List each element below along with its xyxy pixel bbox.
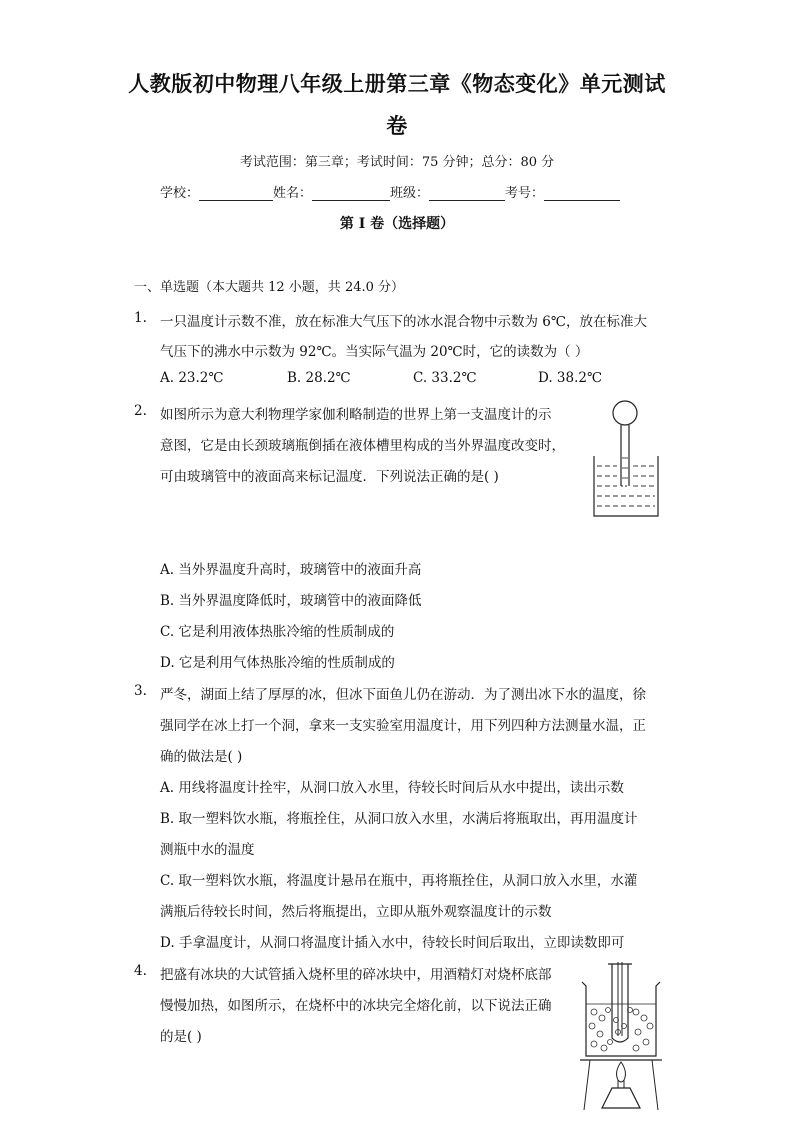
option-b: B. 当外界温度降低时，玻璃管中的液面降低 [160, 593, 422, 609]
question-text-line: 确的做法是( ) [160, 749, 243, 765]
option-c: C. 33.2℃ [413, 370, 477, 386]
option-b: B. 28.2℃ [287, 370, 351, 386]
class-blank [429, 186, 505, 201]
option-b-continued: 测瓶中水的温度 [160, 842, 255, 858]
option-d: D. 手拿温度计，从洞口将温度计插入水中，待较长时间后取出，立即读数即可 [160, 935, 625, 951]
question-number: 1. [134, 310, 147, 326]
option-d: D. 它是利用气体热胀冷缩的性质制成的 [160, 655, 395, 671]
option-c: C. 取一塑料饮水瓶，将温度计悬吊在瓶中，再将瓶拴住，从洞口放入水里，水灌 [160, 873, 638, 889]
question-text-line: 严冬，湖面上结了厚厚的冰，但冰下面鱼儿仍在游动．为了测出冰下水的温度，徐 [160, 687, 646, 703]
question-text-line: 一只温度计示数不准，放在标准大气压下的冰水混合物中示数为 6℃，放在标准大 [160, 314, 647, 330]
option-a: A. 用线将温度计拴牢，从洞口放入水里，待较长时间后从水中提出，读出示数 [160, 780, 624, 796]
question-text-line: 把盛有冰块的大试管插入烧杯里的碎冰块中，用酒精灯对烧杯底部 [160, 967, 552, 983]
student-info-fields [160, 182, 620, 201]
section-heading: 一、单选题（本大题共 12 小题，共 24.0 分） [134, 280, 405, 295]
school-label: 学校： [160, 186, 200, 201]
question-text-line: 的是( ) [160, 1029, 202, 1045]
option-a: A. 当外界温度升高时，玻璃管中的液面升高 [160, 562, 422, 578]
number-label: 考号： [505, 186, 545, 201]
school-blank [199, 186, 273, 201]
question-number: 3. [134, 683, 147, 699]
exam-title-line1: 人教版初中物理八年级上册第三章《物态变化》单元测试 [128, 72, 666, 96]
question-text-line: 气压下的沸水中示数为 92℃。当实际气温为 20℃时，它的读数为（ ） [160, 344, 589, 360]
option-c: C. 它是利用液体热胀冷缩的性质制成的 [160, 624, 395, 640]
option-c-continued: 满瓶后待较长时间，然后将瓶提出，立即从瓶外观察温度计的示数 [160, 904, 552, 920]
question-number: 2. [134, 403, 147, 419]
name-blank [312, 186, 390, 201]
exam-meta: 考试范围：第三章；考试时间：75 分钟；总分：80 分 [239, 155, 555, 170]
option-a: A. 23.2℃ [160, 370, 224, 386]
volume-heading: 第 I 卷（选择题） [339, 216, 455, 232]
option-b: B. 取一塑料饮水瓶，将瓶拴住，从洞口放入水里，水满后将瓶取出，再用温度计 [160, 811, 638, 827]
galileo-thermometer-figure [588, 398, 664, 520]
question-text-line: 如图所示为意大利物理学家伽利略制造的世界上第一支温度计的示 [160, 407, 552, 423]
question-number: 4. [134, 963, 147, 979]
question-text-line: 意图，它是由长颈玻璃瓶倒插在液体槽里构成的当外界温度改变时， [160, 438, 565, 454]
question-text-line: 可由玻璃管中的液面高来标记温度．下列说法正确的是( ) [160, 469, 499, 485]
exam-title-line2: 卷 [386, 114, 408, 138]
option-d: D. 38.2℃ [538, 370, 603, 386]
class-label: 班级： [390, 186, 430, 201]
question-text-line: 强同学在冰上打一个洞，拿来一支实验室用温度计，用下列四种方法测量水温，正 [160, 718, 646, 734]
number-blank [544, 186, 620, 201]
name-label: 姓名： [273, 186, 313, 201]
ice-melting-apparatus-figure [574, 960, 668, 1113]
question-text-line: 慢慢加热，如图所示，在烧杯中的冰块完全熔化前，以下说法正确 [160, 998, 552, 1014]
